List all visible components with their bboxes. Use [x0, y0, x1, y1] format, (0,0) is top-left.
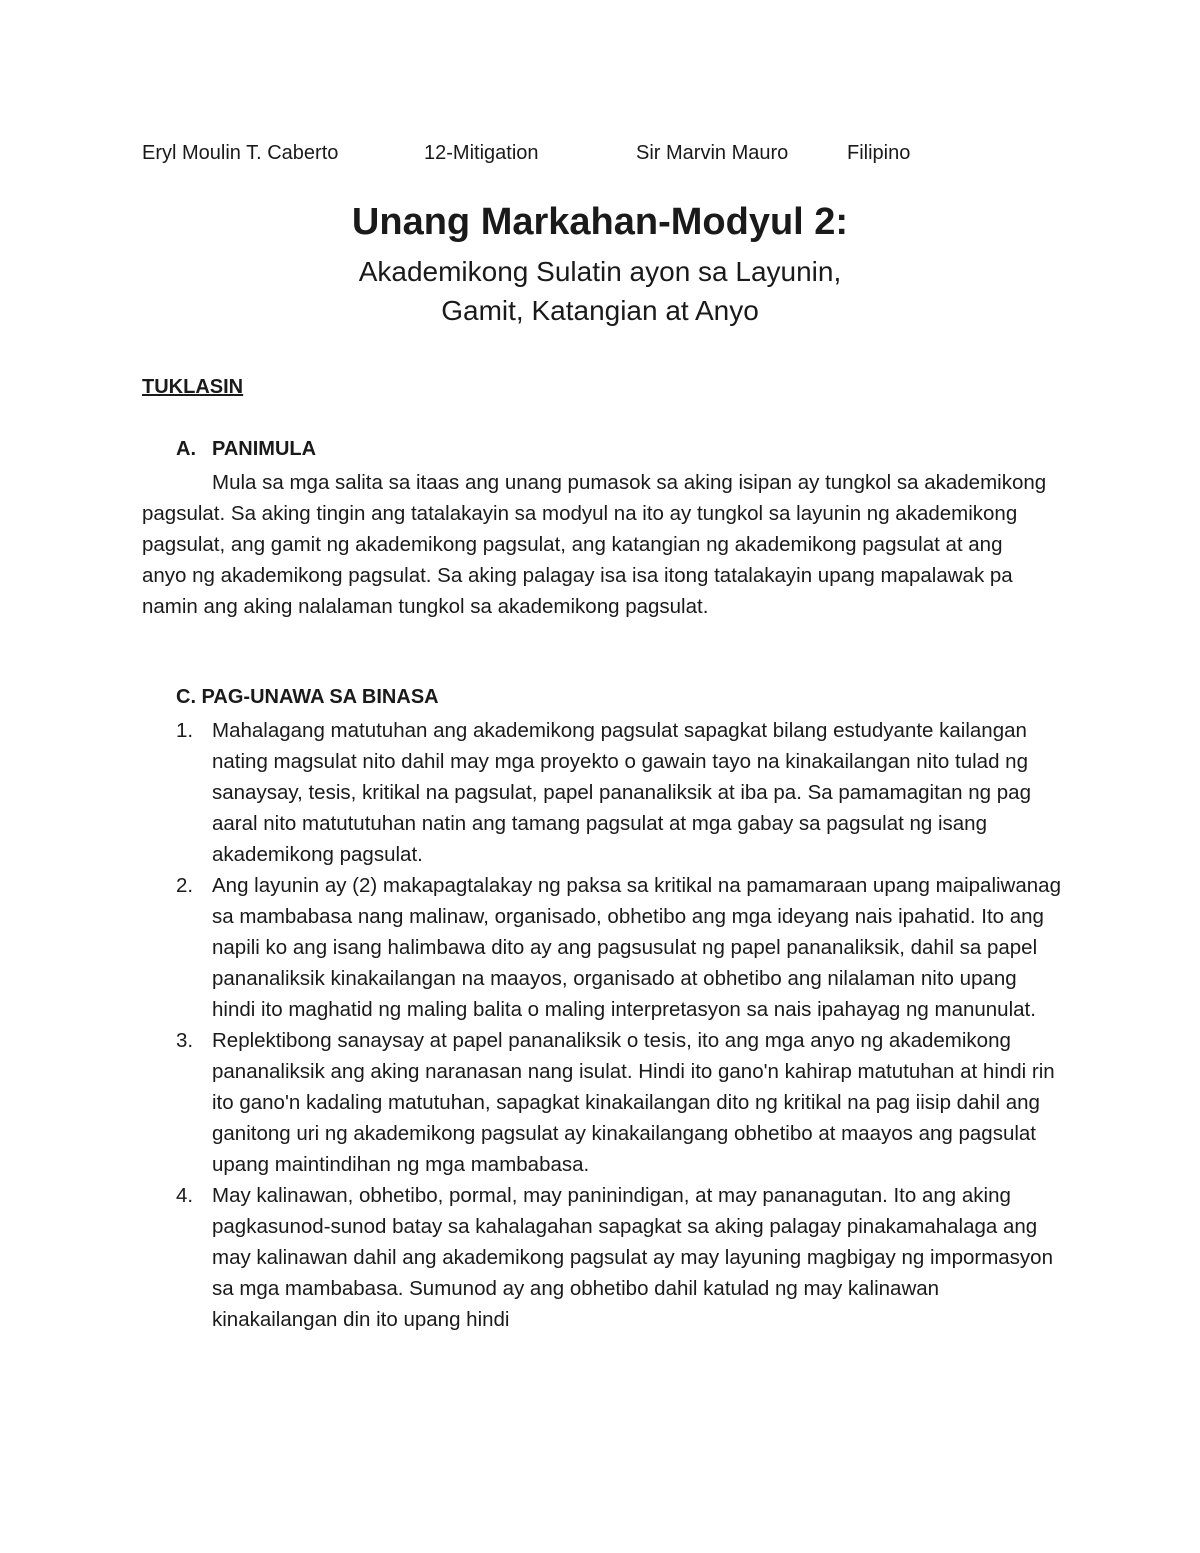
list-item-text: May kalinawan, obhetibo, pormal, may paninindigan, at may pananagutan. Ito ang aking pagkasunod-sunod batay sa kahalagahan sapagkat sa aking palagay pinakamahalaga ang may kalinawan dahil ang akademikong pagsulat ay may layuning magbigay ng impormasyon sa mga mambabasa. Sumunod ay ang obhetibo dahil katulad ng may kalinawan kinakailangan din ito upang hindi: [212, 1184, 1053, 1331]
document-subtitle-line-1: Akademikong Sulatin ayon sa Layunin,: [358, 256, 842, 287]
student-section: 12-Mitigation: [424, 142, 539, 164]
pag-unawa-list: [0, 715, 1200, 1335]
list-item: [0, 870, 1062, 1025]
list-item: [0, 715, 1062, 870]
list-item: [0, 1180, 1062, 1335]
section-a-heading: [176, 438, 316, 461]
list-item-number: 1.: [176, 719, 194, 742]
subject-name: Filipino: [847, 142, 911, 164]
section-c-heading: C. PAG-UNAWA SA BINASA: [176, 686, 439, 708]
tuklasin-heading: TUKLASIN: [142, 376, 244, 398]
list-item: [0, 1025, 1062, 1180]
list-item-text: Replektibong sanaysay at papel pananaliksik o tesis, ito ang mga anyo ng akademikong pananaliksik ang aking naranasan nang isulat. Hindi ito gano'n kahirap matutuhan at hindi rin ito gano'n kadaling matutuhan, sapagkat kinakailangan dito ng kritikal na pag iisip dahil ang ganitong uri ng akademikong pagsulat ay kinakailangang obhetibo at maayos ang pagsulat upang maintindihan ng mga mambabasa.: [212, 1029, 1055, 1176]
teacher-name: Sir Marvin Mauro: [636, 142, 789, 164]
list-item-number: 2.: [176, 874, 194, 897]
section-a-letter: A.: [176, 438, 196, 460]
list-item-number: 3.: [176, 1029, 194, 1052]
list-item-text: Ang layunin ay (2) makapagtalakay ng paksa sa kritikal na pamamaraan upang maipaliwanag sa mambabasa nang malinaw, organisado, obhetibo ang mga ideyang nais ipahatid. Ito ang napili ko ang isang halimbawa dito ay ang pagsusulat ng papel pananaliksik, dahil sa papel pananaliksik kinakailangan na maayos, organisado at obhetibo ang nilalaman nito upang hindi ito maghatid ng maling balita o maling interpretasyon sa nais ipahayag ng manunulat.: [212, 874, 1061, 1021]
panimula-paragraph: Mula sa mga salita sa itaas ang unang pumasok sa aking isipan ay tungkol sa akademikong pagsulat. Sa aking tingin ang tatalakayin sa modyul na ito ay tungkol sa layunin ng akademikong pagsulat, ang gamit ng akademikong pagsulat, ang katangian ng akademikong pagsulat at ang anyo ng akademikong pagsulat. Sa aking palagay isa isa itong tatalakayin upang mapalawak pa namin ang aking nalalaman tungkol sa akademikong pagsulat.: [142, 471, 1047, 618]
section-a-title: PANIMULA: [212, 438, 317, 460]
document-title: Unang Markahan-Modyul 2:: [351, 201, 849, 243]
list-item-number: 4.: [176, 1184, 194, 1207]
student-name: Eryl Moulin T. Caberto: [142, 142, 339, 164]
list-item-text: Mahalagang matutuhan ang akademikong pagsulat sapagkat bilang estudyante kailangan nating magsulat nito dahil may mga proyekto o gawain tayo na kinakailangan nito tulad ng sanaysay, tesis, kritikal na pagsulat, papel pananaliksik at iba pa. Sa pamamagitan ng pag aaral nito matututuhan natin ang tamang pagsulat at mga gabay sa pagsulat ng isang akademikong pagsulat.: [212, 719, 1031, 866]
document-subtitle-line-2: Gamit, Katangian at Anyo: [441, 295, 759, 326]
header-row: [142, 142, 1042, 168]
